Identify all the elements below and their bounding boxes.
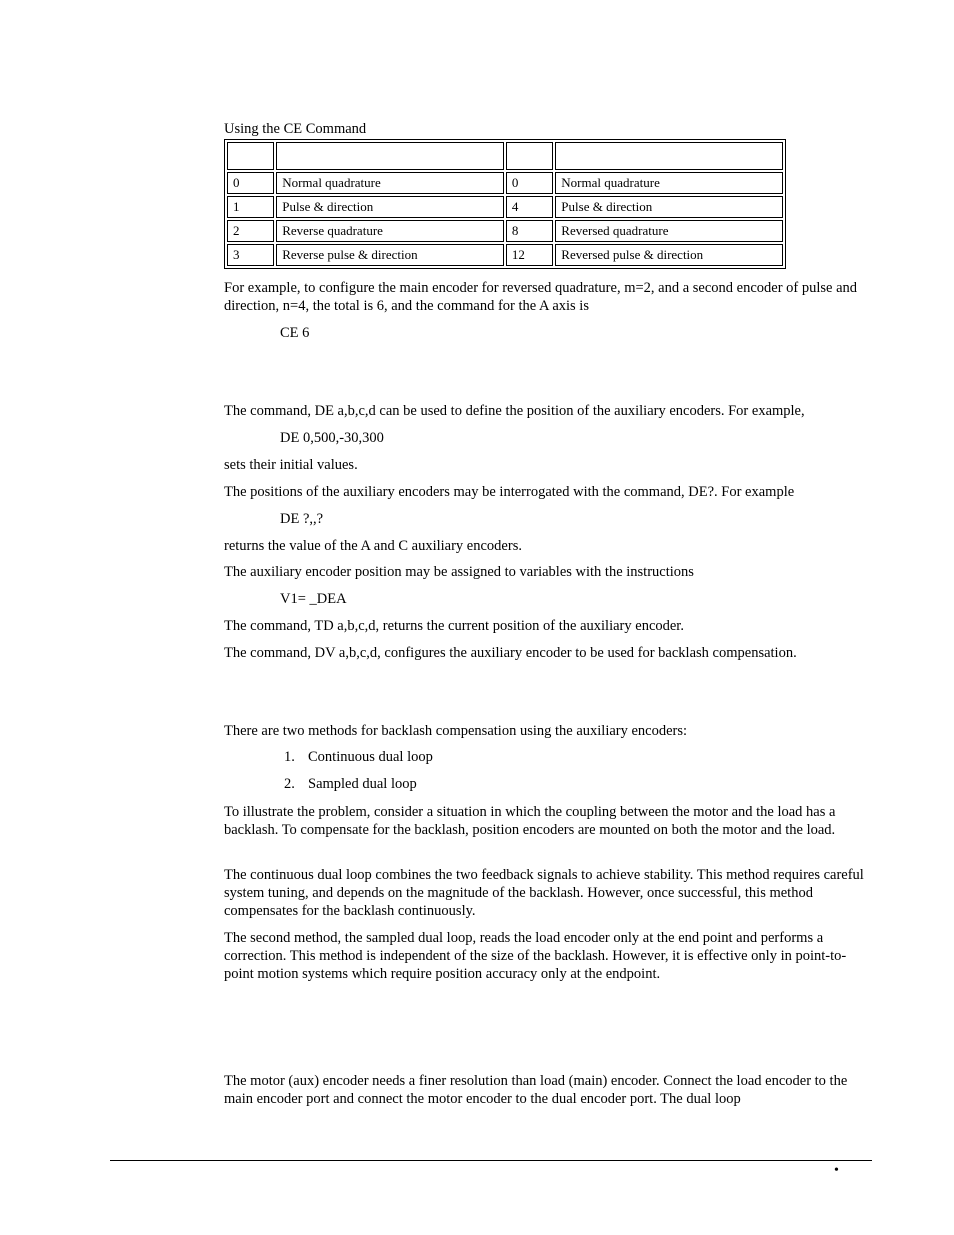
table-header-cell [555,142,783,170]
footer-divider [110,1160,872,1161]
paragraph-two-methods: There are two methods for backlash compensation using the auxiliary encoders: [224,723,688,739]
table-cell: 2 [227,220,274,242]
table-cell: Reversed pulse & direction [555,244,783,266]
paragraph-sampled-dual-loop: The second method, the sampled dual loop, reads the load encoder only at the end point and performs a correction. This method is independent of the size of the backlash. However, it is effective only in point-to-point motion systems which require position accuracy only at the endpoint. [224,930,847,982]
paragraph-initial-values: sets their initial values. [224,457,358,473]
table-header-cell [276,142,504,170]
table-cell: Reversed quadrature [555,220,783,242]
list-number: 1. [284,749,295,765]
table-cell: 4 [506,196,553,218]
paragraph-td-command: The command, TD a,b,c,d, returns the current position of the auxiliary encoder. [224,618,684,634]
table-cell: Normal quadrature [276,172,504,194]
table-row [227,220,783,242]
table-header-cell [227,142,274,170]
footer-bullet: • [834,1163,839,1178]
table-cell: 0 [227,172,274,194]
table-row [227,172,783,194]
table-cell: Reverse quadrature [276,220,504,242]
list-item [284,776,417,793]
table-cell: 0 [506,172,553,194]
table-header-cell [506,142,553,170]
ce-command-table [224,139,786,269]
table-row [227,196,783,218]
table-cell: Pulse & direction [276,196,504,218]
code-v1-dea: V1= _DEA [280,591,347,607]
table-header-row [227,142,783,170]
code-de-values: DE 0,500,-30,300 [280,430,384,446]
paragraph-example-ce: For example, to configure the main encoder for reversed quadrature, m=2, and a second encoder of pulse and direction, n=4, the total is 6, and the command for the A axis is [224,280,858,314]
paragraph-illustrate-problem: To illustrate the problem, consider a situation in which the coupling between the motor and the load has a backlash. To compensate for the backlash, position encoders are mounted on both the motor and the load. [224,804,836,838]
table-cell: Reverse pulse & direction [276,244,504,266]
table-cell: 1 [227,196,274,218]
list-text: Continuous dual loop [308,749,433,765]
list-item [284,749,433,766]
table-row [227,244,783,266]
table-cell: 8 [506,220,553,242]
code-ce-6: CE 6 [280,325,310,341]
paragraph-continuous-dual-loop: The continuous dual loop combines the two feedback signals to achieve stability. This method requires careful system tuning, and depends on the magnitude of the backlash. However, once successful, this method compensates for the backlash continuously. [224,867,864,919]
table-cell: Normal quadrature [555,172,783,194]
list-text: Sampled dual loop [308,776,417,792]
table-caption: Using the CE Command [224,121,367,137]
list-number: 2. [284,776,295,792]
table-cell: 12 [506,244,553,266]
code-de-query: DE ?,,? [280,511,324,527]
paragraph-de-command: The command, DE a,b,c,d can be used to define the position of the auxiliary encoders. For example, [224,403,805,419]
paragraph-dv-command: The command, DV a,b,c,d, configures the auxiliary encoder to be used for backlash compensation. [224,645,797,661]
table-cell: 3 [227,244,274,266]
paragraph-returns-value: returns the value of the A and C auxiliary encoders. [224,538,522,554]
table-cell: Pulse & direction [555,196,783,218]
paragraph-assign-variables: The auxiliary encoder position may be assigned to variables with the instructions [224,564,694,580]
paragraph-interrogate: The positions of the auxiliary encoders may be interrogated with the command, DE?. For example [224,484,795,500]
paragraph-motor-encoder: The motor (aux) encoder needs a finer resolution than load (main) encoder. Connect the load encoder to the main encoder port and connect the motor encoder to the dual encoder port. The dual loop [224,1073,848,1107]
